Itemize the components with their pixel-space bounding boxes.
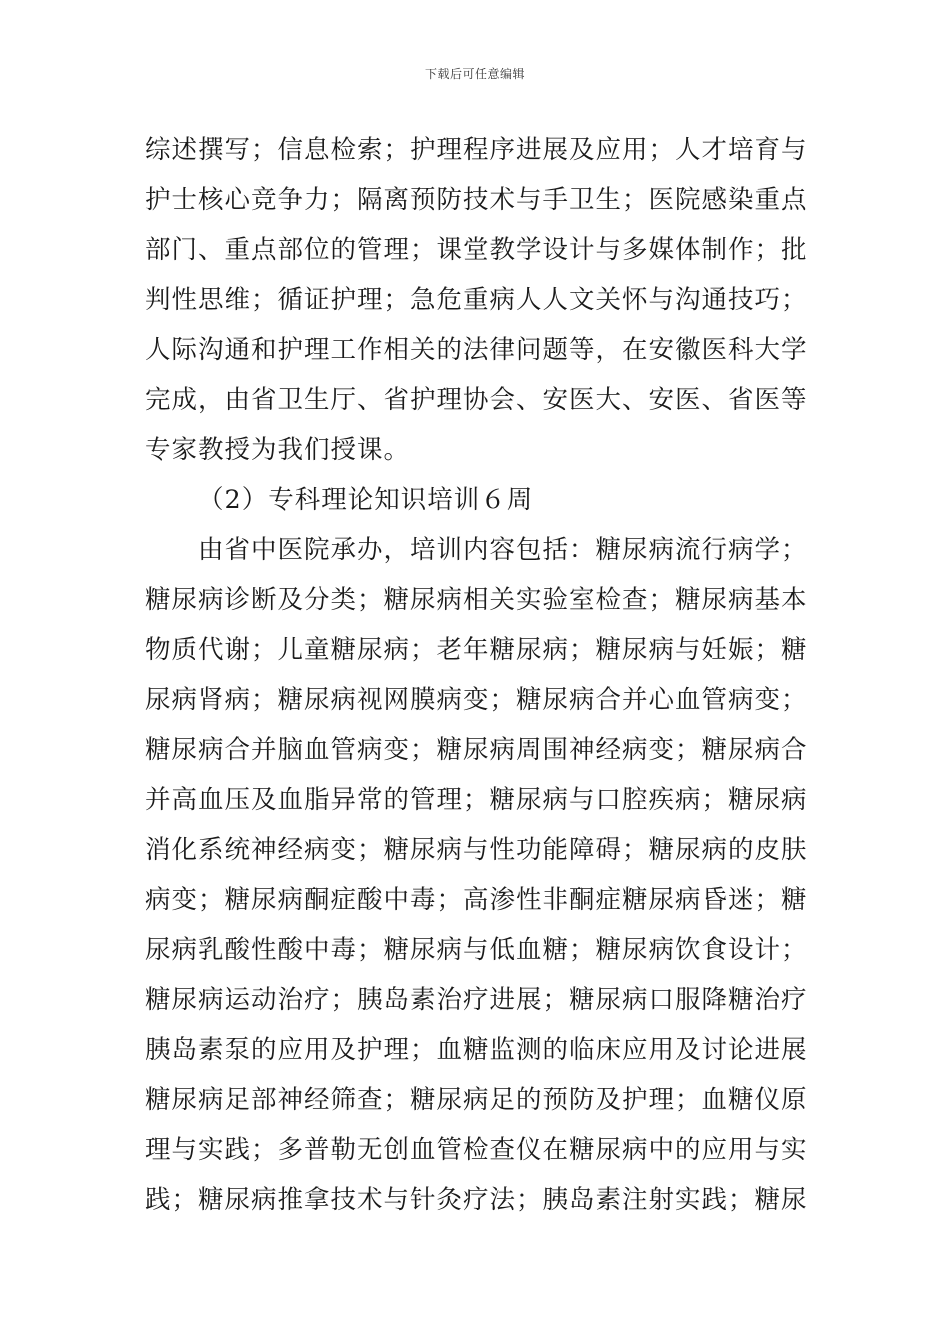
text-line: 尿病乳酸性酸中毒；糖尿病与低血糖；糖尿病饮食设计； bbox=[145, 935, 808, 965]
text-line: 糖尿病足部神经筛查；糖尿病足的预防及护理；血糖仪原 bbox=[145, 1085, 808, 1115]
page-header: 下载后可任意编辑 bbox=[424, 67, 525, 81]
text-line: 完成，由省卫生厅、省护理协会、安医大、安医、省医等 bbox=[145, 385, 808, 415]
text-line: 人际沟通和护理工作相关的法律问题等，在安徽医科大学 bbox=[145, 335, 808, 365]
text-line: 部门、重点部位的管理；课堂教学设计与多媒体制作；批 bbox=[145, 235, 808, 265]
text-line: 护士核心竞争力；隔离预防技术与手卫生；医院感染重点 bbox=[145, 185, 808, 215]
text-line: 胰岛素泵的应用及护理；血糖监测的临床应用及讨论进展 bbox=[145, 1035, 808, 1065]
text-line: 糖尿病诊断及分类；糖尿病相关实验室检查；糖尿病基本 bbox=[145, 585, 808, 615]
text-line: 消化系统神经病变；糖尿病与性功能障碍；糖尿病的皮肤 bbox=[145, 835, 808, 865]
text-line: 专家教授为我们授课。 bbox=[145, 435, 411, 465]
text-line: 病变；糖尿病酮症酸中毒；高渗性非酮症糖尿病昏迷；糖 bbox=[145, 885, 808, 915]
text-line: 物质代谢；儿童糖尿病；老年糖尿病；糖尿病与妊娠；糖 bbox=[145, 635, 808, 665]
text-line: 综述撰写；信息检索；护理程序进展及应用；人才培育与 bbox=[145, 135, 808, 165]
text-line: 尿病肾病；糖尿病视网膜病变；糖尿病合并心血管病变； bbox=[145, 685, 808, 715]
text-line: 并高血压及血脂异常的管理；糖尿病与口腔疾病；糖尿病 bbox=[145, 785, 808, 815]
text-line: 糖尿病合并脑血管病变；糖尿病周围神经病变；糖尿病合 bbox=[145, 735, 808, 765]
text-line: 理与实践；多普勒无创血管检查仪在糖尿病中的应用与实 bbox=[145, 1135, 808, 1165]
text-line: 践；糖尿病推拿技术与针灸疗法；胰岛素注射实践；糖尿 bbox=[145, 1185, 808, 1215]
text-line: 糖尿病运动治疗；胰岛素治疗进展；糖尿病口服降糖治疗 bbox=[145, 985, 808, 1015]
text-line: 由省中医院承办，培训内容包括：糖尿病流行病学； bbox=[198, 535, 808, 565]
text-line: 判性思维；循证护理；急危重病人人文关怀与沟通技巧； bbox=[145, 285, 808, 315]
section-heading: （2）专科理论知识培训６周 bbox=[198, 485, 534, 515]
